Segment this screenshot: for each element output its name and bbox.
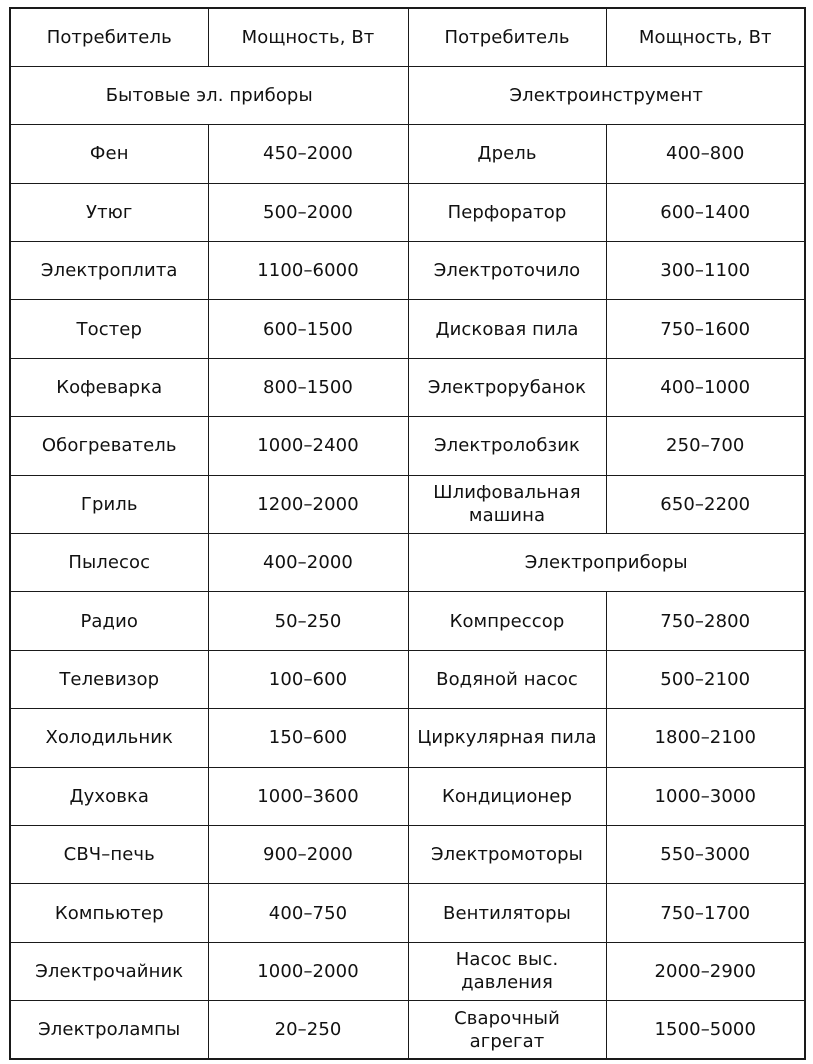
power-value: 750–1600 — [606, 300, 805, 358]
table-row — [10, 125, 805, 183]
power-value: 500–2000 — [208, 183, 408, 241]
power-value: 300–1100 — [606, 242, 805, 300]
power-value: 900–2000 — [208, 825, 408, 883]
table-row — [10, 417, 805, 475]
consumer-name: Электромоторы — [408, 825, 606, 883]
consumer-name: Дисковая пила — [408, 300, 606, 358]
consumer-name: Электроплита — [10, 242, 208, 300]
consumer-name: Электроточило — [408, 242, 606, 300]
table-row — [10, 300, 805, 358]
power-consumption-table — [9, 7, 806, 1060]
section-household: Бытовые эл. приборы — [10, 66, 408, 124]
consumer-name: Электролампы — [10, 1001, 208, 1059]
power-value: 1200–2000 — [208, 475, 408, 533]
consumer-name: Пылесос — [10, 534, 208, 592]
consumer-name: Электролобзик — [408, 417, 606, 475]
power-value: 400–800 — [606, 125, 805, 183]
consumer-name: Телевизор — [10, 650, 208, 708]
header-consumer-left: Потребитель — [10, 8, 208, 66]
section-devices: Электроприборы — [408, 534, 805, 592]
table-row — [10, 1001, 805, 1059]
consumer-name: Фен — [10, 125, 208, 183]
table-row — [10, 884, 805, 942]
power-value: 400–2000 — [208, 534, 408, 592]
power-value: 550–3000 — [606, 825, 805, 883]
consumer-name: Насос выс. давления — [408, 942, 606, 1000]
consumer-name: Тостер — [10, 300, 208, 358]
consumer-name: Холодильник — [10, 709, 208, 767]
consumer-name: Духовка — [10, 767, 208, 825]
power-value: 100–600 — [208, 650, 408, 708]
consumer-name: Утюг — [10, 183, 208, 241]
consumer-name: Кондиционер — [408, 767, 606, 825]
power-value: 150–600 — [208, 709, 408, 767]
consumer-name: Электрочайник — [10, 942, 208, 1000]
power-value: 500–2100 — [606, 650, 805, 708]
power-table-container — [9, 7, 804, 1058]
consumer-name: Водяной насос — [408, 650, 606, 708]
consumer-name: Компрессор — [408, 592, 606, 650]
table-row — [10, 183, 805, 241]
consumer-name: Перфоратор — [408, 183, 606, 241]
power-value: 800–1500 — [208, 358, 408, 416]
consumer-name: Электрорубанок — [408, 358, 606, 416]
power-value: 1500–5000 — [606, 1001, 805, 1059]
header-power-left: Мощность, Вт — [208, 8, 408, 66]
consumer-name: Обогреватель — [10, 417, 208, 475]
consumer-name: СВЧ–печь — [10, 825, 208, 883]
power-value: 50–250 — [208, 592, 408, 650]
table-row — [10, 592, 805, 650]
power-value: 600–1400 — [606, 183, 805, 241]
consumer-name: Радио — [10, 592, 208, 650]
power-value: 1000–2400 — [208, 417, 408, 475]
power-value: 600–1500 — [208, 300, 408, 358]
consumer-name: Гриль — [10, 475, 208, 533]
table-row — [10, 942, 805, 1000]
power-value: 1000–2000 — [208, 942, 408, 1000]
table-row — [10, 475, 805, 533]
header-power-right: Мощность, Вт — [606, 8, 805, 66]
consumer-name: Сварочный агрегат — [408, 1001, 606, 1059]
power-value: 250–700 — [606, 417, 805, 475]
power-value: 1100–6000 — [208, 242, 408, 300]
power-value: 2000–2900 — [606, 942, 805, 1000]
consumer-name: Циркулярная пила — [408, 709, 606, 767]
power-value: 750–2800 — [606, 592, 805, 650]
consumer-name: Вентиляторы — [408, 884, 606, 942]
table-row — [10, 358, 805, 416]
power-value: 400–750 — [208, 884, 408, 942]
table-row — [10, 534, 805, 592]
table-row — [10, 242, 805, 300]
section-tools: Электроинструмент — [408, 66, 805, 124]
power-value: 650–2200 — [606, 475, 805, 533]
header-row — [10, 8, 805, 66]
section-row — [10, 66, 805, 124]
power-value: 450–2000 — [208, 125, 408, 183]
power-value: 1800–2100 — [606, 709, 805, 767]
header-consumer-right: Потребитель — [408, 8, 606, 66]
power-value: 400–1000 — [606, 358, 805, 416]
table-row — [10, 650, 805, 708]
power-value: 20–250 — [208, 1001, 408, 1059]
table-row — [10, 825, 805, 883]
consumer-name: Дрель — [408, 125, 606, 183]
power-value: 1000–3600 — [208, 767, 408, 825]
table-row — [10, 709, 805, 767]
consumer-name: Кофеварка — [10, 358, 208, 416]
power-value: 750–1700 — [606, 884, 805, 942]
consumer-name: Шлифовальная машина — [408, 475, 606, 533]
table-row — [10, 767, 805, 825]
consumer-name: Компьютер — [10, 884, 208, 942]
power-value: 1000–3000 — [606, 767, 805, 825]
